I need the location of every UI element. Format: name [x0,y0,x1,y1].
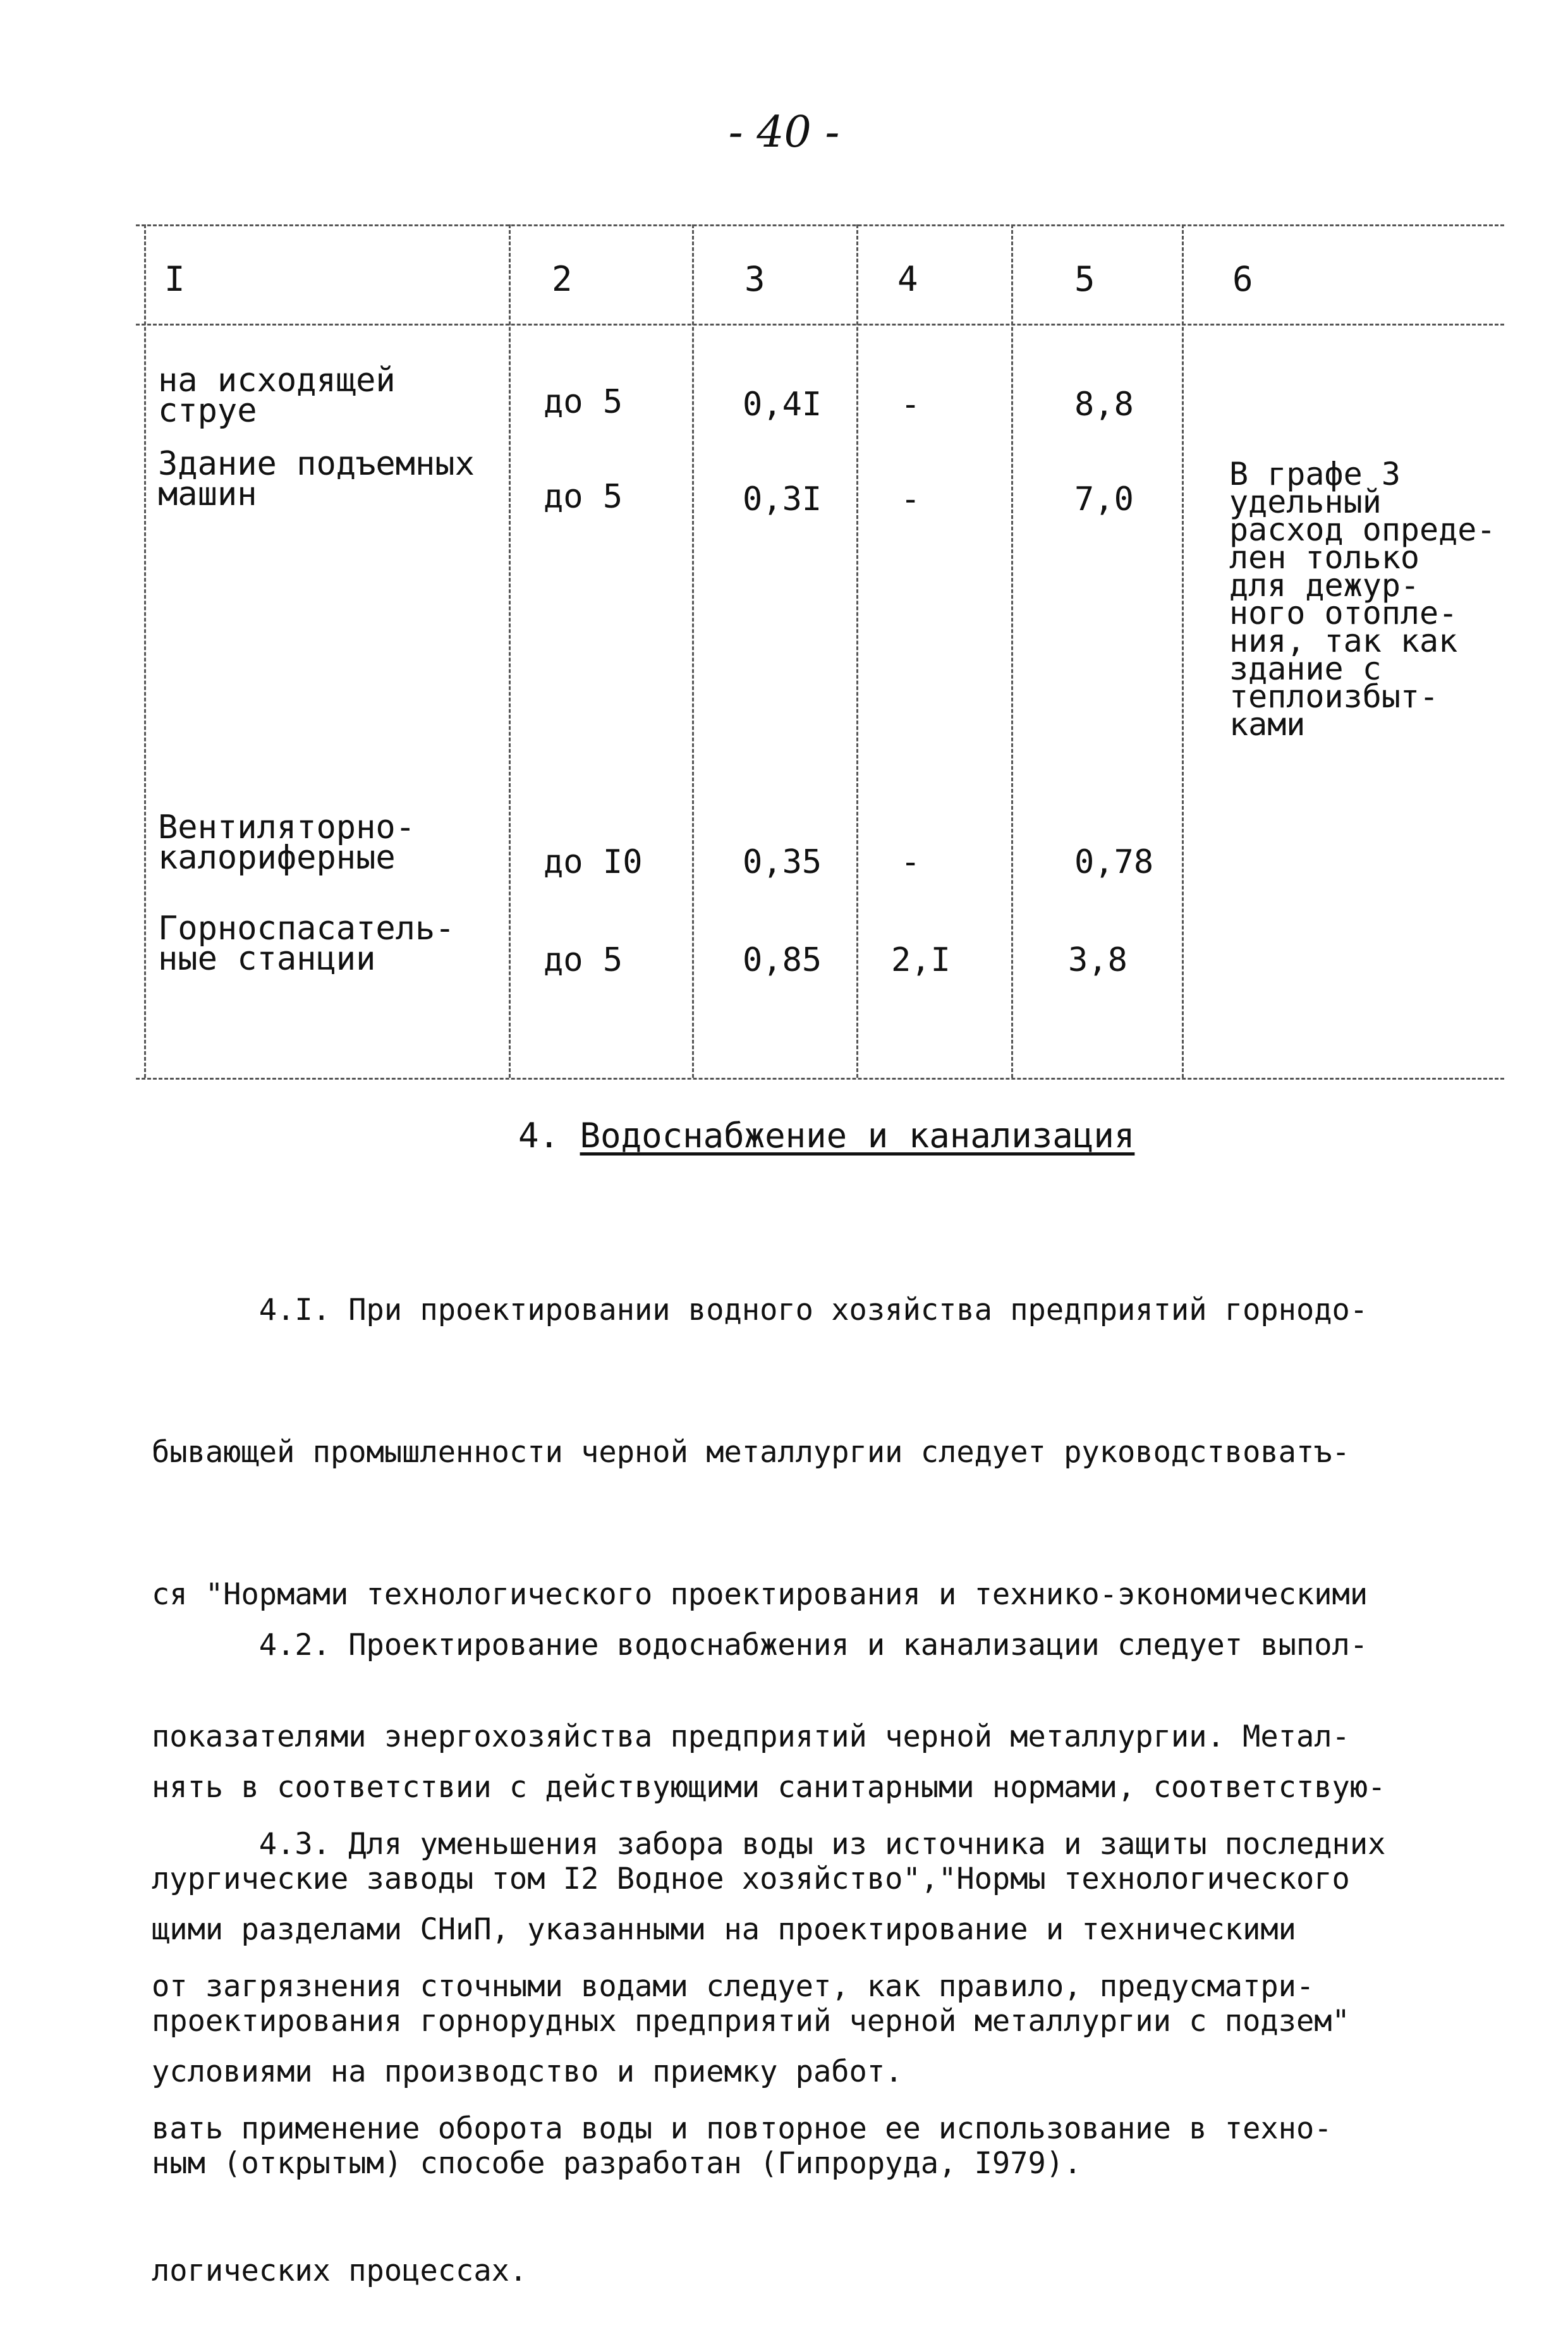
row-name-cell: Вентиляторно- калориферные [158,808,415,877]
paragraph-4-3 [152,1726,1504,2342]
text-line: щими разделами СНиП, указанными на проектирование и техническими [152,1912,1296,1947]
table-top-border [136,224,1504,226]
text-line: нять в соответствии с действующими санитарными нормами, соответствую- [152,1770,1386,1805]
text-line: лургические заводы том I2 Водное хозяйство","Нормы технологического [152,1862,1350,1896]
cell-col-4: - [901,386,921,424]
section-title: Водоснабжение и канализация [580,1116,1135,1156]
page-number: - 40 - [728,107,840,157]
cell-col-2: до 5 [544,941,623,979]
table-header-cell: 2 [552,259,573,299]
row-name-cell: Горноспасатель- ные станции [158,910,455,978]
cell-col-5: 0,78 [1074,843,1154,881]
cell-col-3: 0,85 [743,941,822,979]
cell-col-5: 3,8 [1068,941,1127,979]
section-heading [518,1116,1134,1156]
table-header-cell: I [164,259,185,299]
table-header-divider [136,324,1504,326]
table-col-border [509,224,511,1078]
row-name-cell: Здание подъемных машин [158,445,475,513]
text-line: показателями энергохозяйства предприятий черной металлургии. Метал- [152,1719,1350,1754]
table-header-cell: 5 [1074,259,1095,299]
cell-col-3: 0,3I [743,480,822,518]
table-header-cell: 6 [1232,259,1253,299]
text-line: проектирования горнорудных предприятий черной металлургии с подзем" [152,2004,1350,2039]
text-line: бывающей промышленности черной металлургии следует руководствоватъ- [152,1435,1350,1470]
text-line: 4.3. Для уменьшения забора воды из источника и защиты последних [152,1827,1386,1862]
cell-col-5: 7,0 [1074,480,1134,518]
cell-col-3: 0,4I [743,386,822,424]
text-line: условиями на производство и приемку работ. [152,2054,903,2089]
cell-col-4: - [901,480,921,518]
text-line: 4.I. При проектировании водного хозяйства предприятий горнодо- [152,1293,1368,1327]
text-line: 4.2. Проектирование водоснабжения и канализации следует выпол- [152,1628,1368,1662]
text-line: ся "Нормами технологического проектирования и технико-экономическими [152,1577,1368,1612]
table-header-cell: 4 [897,259,918,299]
text-line: от загрязнения сточными водами следует, как правило, предусматри- [152,1969,1315,2004]
table-col-border [1011,224,1013,1078]
text-line: логических процессах. [152,2254,528,2288]
text-line: вать применение оборота воды и повторное ее использование в техно- [152,2111,1332,2146]
cell-col-3: 0,35 [743,843,822,881]
section-number: 4. [518,1116,560,1156]
table-bottom-border [136,1078,1504,1080]
table-col-border [1182,224,1184,1078]
table-col-border [856,224,858,1078]
table-col-border [144,224,146,1078]
cell-col-2: до 5 [544,478,623,516]
table-header-cell: 3 [744,259,765,299]
cell-col-4: 2,I [891,941,951,979]
row-name-cell: на исходящей струе [158,362,396,430]
text-line: ным (открытым) способе разработан (Гипроруда, I979). [152,2146,1082,2181]
table-note: В графе 3 удельный расход опреде- лен только для дежур- ного отопле- ния, так как здание с теплоизбыт- ками [1229,456,1496,743]
cell-col-5: 8,8 [1074,386,1134,424]
table-col-border [692,224,694,1078]
cell-col-4: - [901,843,921,881]
cell-col-2: до 5 [544,383,623,421]
cell-col-2: до I0 [544,843,643,881]
